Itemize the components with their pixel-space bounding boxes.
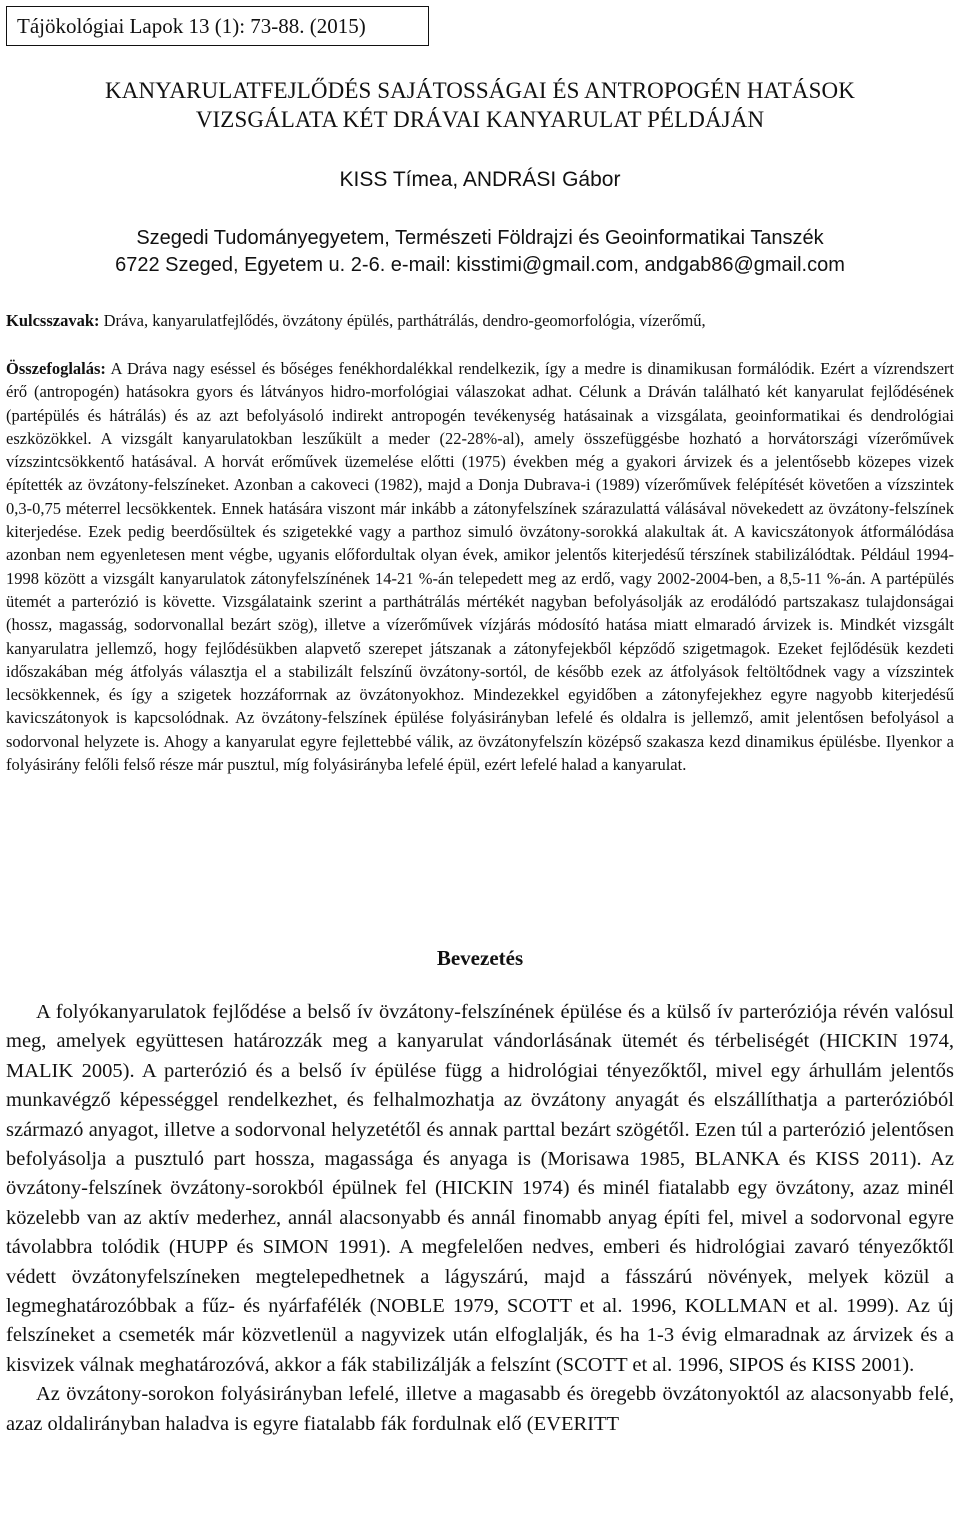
intro-paragraph-1: A folyókanyarulatok fejlődése a belső ív övzátony-felszínének épülése és a külső ív parteróziója révén valósul meg, amelyek együttesen határozzák meg a kanyarulat vándorlásának ütemét és térbeliségét (HICKIN 1974, MALIK 2005). A parterózió és a belső ív épülése függ a hidrológiai tényezőktől, mivel egy árhullám jelentős munkavégző képességgel rendelkezhet, és felhalmozhatja az övzátony anyagát és elszállíthatja a parterózióból származó anyagot, illetve a sodorvonal helyzetétől és annak parttal bezárt szögétől. Ezen túl a parterózió jelentősen befolyásolja a pusztuló part hossza, magassága és anyaga is (Morisawa 1985, BLANKA és KISS 2011). Az övzátony-felszínek övzátony-sorokból épülnek fel (HICKIN 1974) és minél fiatalabb egy övzátony, azaz minél közelebb van az aktív mederhez, annál alacsonyabb és annál finomabb anyag építi fel, mivel a sodorvonal egyre távolabbra tolódik (HUPP és SIMON 1991). A megfelelően nedves, emberi és hidrológiai zavaró tényezőktől védett övzátonyfelszíneken megtelepedhetnek a lágyszárú, majd a fásszárú növények, melyek közül a legmeghatározóbbak a fűz- és nyárfafélék (NOBLE 1979, SCOTT et al. 1996, KOLLMAN et al. 1999). Az új felszíneket a csemeték már közvetlenül a nagyvizek után elfoglalják, és ha 1-3 évig elmaradnak az árvizek és a kisvizek válnak meghatározóvá, akkor a fák stabilizálják a felszínt (SCOTT et al. 1996, SIPOS és KISS 2001). (6, 1001, 954, 1376)
affiliation-line-1: Szegedi Tudományegyetem, Természeti Földrajzi és Geoinformatikai Tanszék (136, 227, 824, 249)
keywords (6, 309, 954, 332)
article-title (0, 76, 960, 134)
affiliation (0, 225, 960, 279)
title-line-1: KANYARULATFEJLŐDÉS SAJÁTOSSÁGAI ÉS ANTROPOGÉN HATÁSOK (105, 78, 855, 103)
title-line-2: VIZSGÁLATA KÉT DRÁVAI KANYARULAT PÉLDÁJÁN (195, 107, 765, 132)
abstract (6, 357, 954, 776)
authors: KISS Tímea, ANDRÁSI Gábor (339, 168, 621, 191)
journal-citation-box (6, 6, 429, 46)
section-heading: Bevezetés (436, 946, 524, 970)
journal-citation: Tájökológiai Lapok 13 (1): 73-88. (2015) (17, 14, 366, 38)
keywords-text: Dráva, kanyarulatfejlődés, övzátony épülés, parthátrálás, dendro-geomorfológia, vízerőmű, (99, 311, 706, 330)
affiliation-line-2: 6722 Szeged, Egyetem u. 2-6. e-mail: kisstimi@gmail.com, andgab86@gmail.com (115, 254, 845, 276)
keywords-label: Kulcsszavak: (6, 311, 100, 330)
intro-paragraph-2: Az övzátony-sorokon folyásirányban lefelé, illetve a magasabb és öregebb övzátonyoktól az alacsonyabb felé, azaz oldalirányban haladva is egyre fiatalabb fák fordulnak elő (EVERITT (6, 1383, 954, 1435)
abstract-text: A Dráva nagy eséssel és bőséges fenékhordalékkal rendelkezik, így a medre is dinamikusan formálódik. Ezért a vízrendszert érő (antropogén) hatásokra gyors és látványos hidro-morfológiai válaszokat adhat. Célunk a Dráván található két kanyarulat fejlődésének (partépülés és hátrálás) és az azt befolyásoló indirekt antropogén tevékenység hatásainak a vizsgálata, geoinformatikai és dendrológiai eszközökkel. A vizsgált kanyarulatokban leszűkült a meder (22-28%-al), amely összefüggésbe hozható a horvátországi vízerőművek vízszintcsökkentő hatásával. A horvát erőművek üzemelése előtti (1975) években még a gyakori árvizek és a jelentősebb közepes vizek építették az övzátony-felszíneket. Azonban a cakoveci (1982), majd a Donja Dubrava-i (1989) vízerőművek felépítését követően a vízszintek 0,3-0,75 méterrel lecsökkentek. Ennek hatására viszont már inkább a zátonyfelszínek szárazulattá válásával növekedett az övzátony-felszínek kiterjedése. Ezek pedig beerdősültek és szigetekké vagy a parthoz simuló övzátony-sorokká alakultak át. A kavicszátonyok átformálódása azonban nem egyenletesen ment végbe, ugyanis előfordultak olyan évek, amikor jelentős kiterjedésű térszínek stabilizálódtak. Például 1994-1998 között a vizsgált kanyarulatok zátonyfelszínének 14-21 %-án telepedett meg az erdő, vagy 2002-2004-ben, a 8,5-11 %-án. A partépülés ütemét a parterózió is követte. Vizsgálataink szerint a parthátrálás mértékét nagyban befolyásolják az erodálódó partszakasz tulajdonságai (hossz, magasság, sodorvonallal bezárt szög), illetve a vízerőművek vízjárás módosító hatása miatt elmaradó árvizek is. Mindkét vizsgált kanyarulatra jellemző, hogy fejlődésükben alapvető szerepet játszanak a zátonyfejekből képződő szigetmagok. Ezeket fejlődésük kezdeti időszakában még átfolyás választja el a stabilizált felszínű övzátony-sortól, de később ezek az átfolyások feltöltődnek vagy a vízszintek lecsökkennek, és így a szigetek hozzáforrnak az övzátonyokhoz. Mindezekkel egyidőben a zátonyfejekhez egyre nagyobb kiterjedésű kavicszátonyok is kapcsolódnak. Az övzátony-felszínek épülése folyásirányban lefelé és oldalra is jellemző, amit jelentősen befolyásol a sodorvonal helyzete is. Ahogy a kanyarulat egyre fejlettebbé válik, az övzátonyfelszín középső szakasza kezd dinamikus épülésbe. Ilyenkor a folyásirány felőli felső része már pusztul, míg folyásirányba lefelé épül, ezért lefelé halad a kanyarulat. (6, 359, 954, 775)
introduction-body (6, 998, 954, 1439)
abstract-label: Összefoglalás: (6, 359, 106, 378)
